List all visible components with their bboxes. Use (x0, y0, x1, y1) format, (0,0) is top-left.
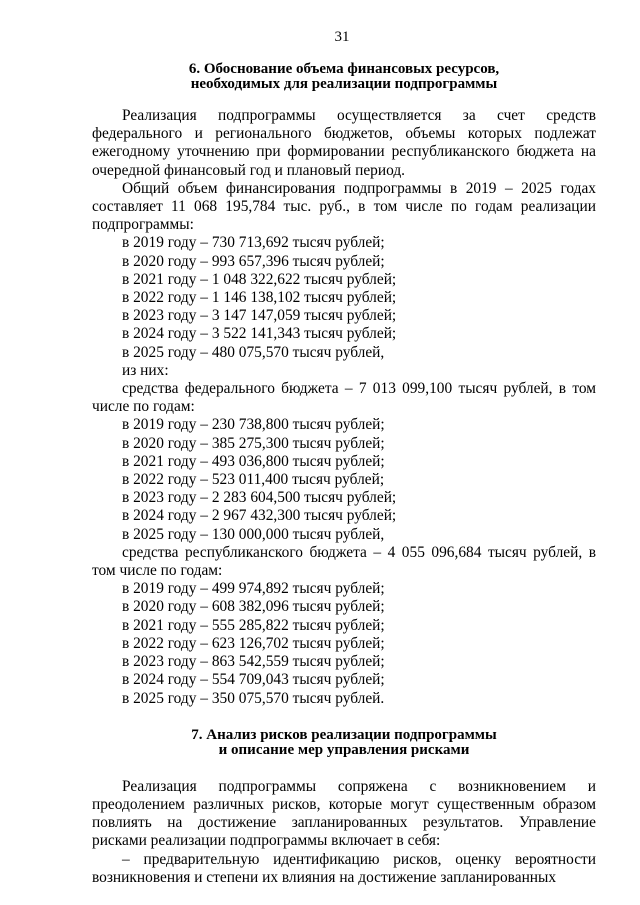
list-item: в 2025 году – 480 075,570 тысяч рублей, (122, 343, 385, 361)
list-item: в 2025 году – 130 000,000 тысяч рублей, (122, 525, 385, 543)
list-item: в 2025 году – 350 075,570 тысяч рублей. (122, 689, 385, 707)
list-item: в 2021 году – 555 285,822 тысяч рублей; (122, 616, 385, 634)
section-7-title-line-1: 7. Анализ рисков реализации подпрограммы (191, 726, 497, 743)
republic-budget-intro: средства республиканского бюджета – 4 055 096,684 тысяч рублей, в том числе по годам: (92, 543, 596, 580)
list-item: в 2024 году – 2 967 432,300 тысяч рублей; (122, 507, 397, 525)
list-item: в 2021 году – 493 036,800 тысяч рублей; (122, 452, 385, 470)
list-item: в 2023 году – 2 283 604,500 тысяч рублей; (122, 489, 397, 507)
list-item: в 2023 году – 863 542,559 тысяч рублей; (122, 653, 385, 671)
federal-funding-by-year-list (92, 416, 596, 543)
list-item: в 2023 году – 3 147 147,059 тысяч рублей; (122, 307, 397, 325)
of-which-label: из них: (122, 361, 169, 379)
list-item: в 2019 году – 499 974,892 тысяч рублей; (122, 580, 385, 598)
federal-budget-intro: средства федерального бюджета – 7 013 099,100 тысяч рублей, в том числе по годам: (92, 380, 596, 416)
section-7-title-line-2: и описание мер управления рисками (218, 741, 470, 758)
list-item: в 2021 году – 1 048 322,622 тысяч рублей; (122, 270, 397, 288)
document-page (92, 28, 596, 887)
list-item: в 2019 году – 730 713,692 тысяч рублей; (122, 234, 385, 252)
list-item: в 2022 году – 523 011,400 тысяч рублей; (122, 471, 385, 489)
list-item: в 2022 году – 623 126,702 тысяч рублей; (122, 634, 385, 652)
list-item: в 2019 году – 230 738,800 тысяч рублей; (122, 416, 385, 434)
section-6-paragraph-1: Реализация подпрограммы осуществляется за счет средств федерального и регионального бюджетов, объемы которых подлежат ежегодному уточнению при формировании республиканского бюджета на очередной финансовый год и плановый период. (92, 107, 596, 179)
total-funding-by-year-list (92, 234, 596, 361)
section-7-paragraph-2: – предварительную идентификацию рисков, оценку вероятности возникновения и степени их влияния на достижение запланированных (92, 850, 596, 886)
list-item: в 2022 году – 1 146 138,102 тысяч рублей; (122, 289, 397, 307)
section-6-paragraph-2: Общий объем финансирования подпрограммы в 2019 – 2025 годах составляет 11 068 195,784 тыс. руб., в том числе по годам реализации подпрограммы: (92, 179, 596, 234)
list-item: в 2020 году – 385 275,300 тысяч рублей; (122, 434, 385, 452)
list-item: в 2020 году – 608 382,096 тысяч рублей; (122, 598, 385, 616)
section-6-title-line-2: необходимых для реализации подпрограммы (190, 76, 498, 92)
section-6-title-line-1: 6. Обоснование объема финансовых ресурсов, (188, 61, 500, 77)
page-number: 31 (334, 29, 350, 45)
list-item: в 2020 году – 993 657,396 тысяч рублей; (122, 252, 385, 270)
section-7-heading (92, 728, 596, 758)
section-6-heading (92, 62, 596, 92)
republic-funding-by-year-list (92, 580, 596, 707)
list-item: в 2024 году – 554 709,043 тысяч рублей; (122, 671, 385, 689)
section-7-paragraph-1: Реализация подпрограммы сопряжена с возникновением и преодолением различных рисков, которые могут существенным образом повлиять на достижение запланированных результатов. Управление рисками реализации подпрограммы включает в себя: (92, 777, 596, 850)
list-item: в 2024 году – 3 522 141,343 тысяч рублей; (122, 325, 397, 343)
